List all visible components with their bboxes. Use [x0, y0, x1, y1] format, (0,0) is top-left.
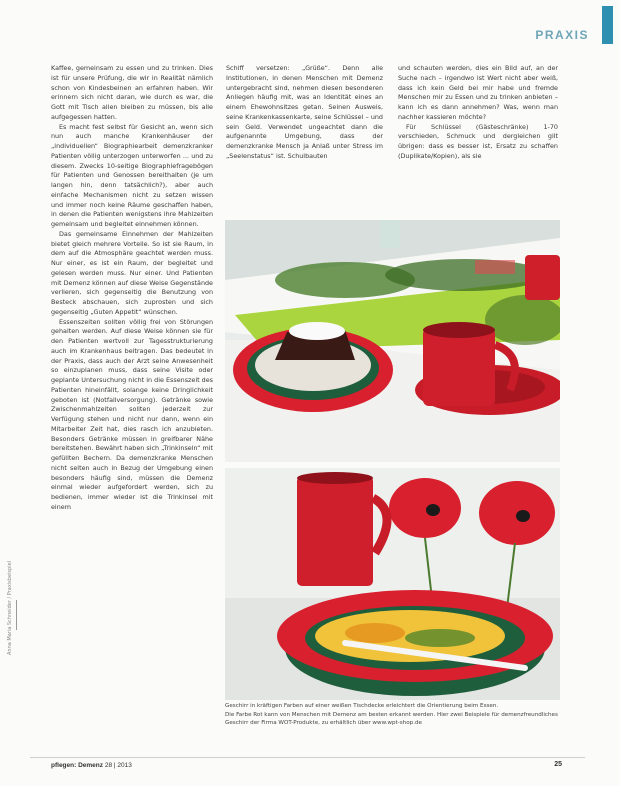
paragraph: Kaffee, gemeinsam zu essen und zu trinken. Dies ist für unsere Prüfung, die wir in Realität nämlich schon von Kindesbeinen an erfahren haben. Wir erinnern sich nicht daran, wie durch es war, die Gott mit Tisch allen bleiben zu müssen, bis alle aufgegessen hatten.	[51, 64, 213, 121]
caption-line: Die Farbe Rot kann von Menschen mit Demenz am besten erkannt werden. Hier zwei Beispiele für demenzfreundliches Geschirr der Firma WOT-Produkte, zu erhältlich über www.wpt-shop.de	[225, 711, 558, 727]
page-number: 25	[554, 761, 562, 768]
paragraph: Das gemeinsame Einnehmen der Mahlzeiten bietet gleich mehrere Vorteile. So ist sie Raum, in dem auf die Atmosphäre geachtet werden muss. Nur einer, es ist ein Raum, der begleitet und gelesen werden muss. Nur einer. Und Patienten mit Demenz können auf diese Weise Gegenstände verlieren, sich gegenseitig die Benutzung von Besteck abschauen, sich zuprosten und sich gegenseitig „Guten Appetit“ wünschen.	[51, 229, 213, 316]
text-column-1	[51, 64, 213, 739]
publication-issue: 28 | 2013	[104, 762, 132, 769]
section-edge-tab	[602, 6, 613, 44]
footer-publication	[51, 762, 132, 769]
text-column-2	[226, 64, 383, 210]
footer-rule	[30, 757, 585, 758]
margin-mark	[16, 600, 17, 630]
paragraph: Essenszeiten sollten völlig frei von Störungen gehalten werden. Auf diese Weise können sie für den Patienten wertvoll zur Tagesstrukturierung auch im Krankenhaus beitragen. Das bedeutet in der Praxis, dass auch der Arzt seine Anwesenheit so einzuplanen muss, dass seine Visite oder geplante Untersuchung nicht in die Essenszeit des Patienten hineinfällt, solange keine Dringlichkeit geboten ist (Notfallversorgung). Getränke sowie Zwischenmahlzeiten sollten jederzeit zur Verfügung stehen und nicht nur dann, wenn ein Mitarbeiter Zeit hat, dies rasch ich anzubieten. Besonders Getränke müssen in greifbarer Nähe bereitstehen. Bewährt haben sich „Trinkinseln“ mit gefüllten Bechern. Da demenzkranke Menschen nicht selten auch in Bezug der Umgebung einen besonders häufig sind, müssen die Demenz einmal wieder aufgefordert werden, sich zu bedienen, immer wieder ist die Trinkinsel mit einem	[51, 317, 213, 511]
photo-bowl-mug	[225, 468, 560, 700]
side-note: Anna Maria Schneider / Praxisbeispiel	[7, 560, 13, 655]
paragraph: und schauten werden, dies ein Bild auf, an der Suche nach – irgendwo ist Wert nicht aber weiß, dass ich kein Geld bei mir habe und fremde Menschen mir zu Essen und zu trinken anbieten – kann ich es dann annehmen? Was, wenn man nachher kassieren möchte?	[398, 64, 558, 121]
photo-caption	[225, 702, 560, 728]
paragraph: Es macht fest selbst für Gesicht an, wenn sich nun auch manche Krankenhäuser der „individuellen“ Biographiearbeit demenzkranker Patienten völlig unterzogen unterworfen ... und zu diesem. Zwecks 10-seitige Biographiefragebögen für Patienten und Genossen bereithalten (je um langen hin, denn tatsächlich?), aber auch einfache Mechanismen nicht zu setzen wissen und immer noch keine Räume geschaffen haben, in denen die Patienten wenigstens ihre Mahlzeiten gemeinsam und begleitet einnehmen können.	[51, 122, 213, 228]
caption-line: Geschirr in kräftigen Farben auf einer weißen Tischdecke erleichtert die Orientierung beim Essen.	[225, 703, 499, 709]
photo-table-setting	[225, 220, 560, 462]
publication-name: pflegen: Demenz	[51, 762, 104, 769]
page-header	[0, 0, 619, 40]
section-label: PRAXIS	[535, 28, 589, 42]
paragraph: Für Schlüssel (Gästeschränke) 1-70 verschieden, Schmuck und dergleichen gilt übrigen: dass es besser ist, Ersatz zu schaffen (Duplikate/Kopien), als sie	[398, 122, 558, 160]
paragraph: Schiff versetzen: „Grüße“. Denn alle Institutionen, in denen Menschen mit Demenz untergebracht sind, nehmen diesen besonderen Anliegen häufig mit, was an Identität eines an einem Ehewohnsitzes getan. Seinen Ausweis, seine Krankenkassenkarte, seine Schlüssel – und sein Geld. Verwendet ungeachtet dann die aufgenannte Umgebung, dass der demenzkranke Mensch ja Anlaß unter Stress im „Seelenstatus“ ist. Schulbauten	[226, 64, 383, 160]
text-column-3	[398, 64, 558, 210]
